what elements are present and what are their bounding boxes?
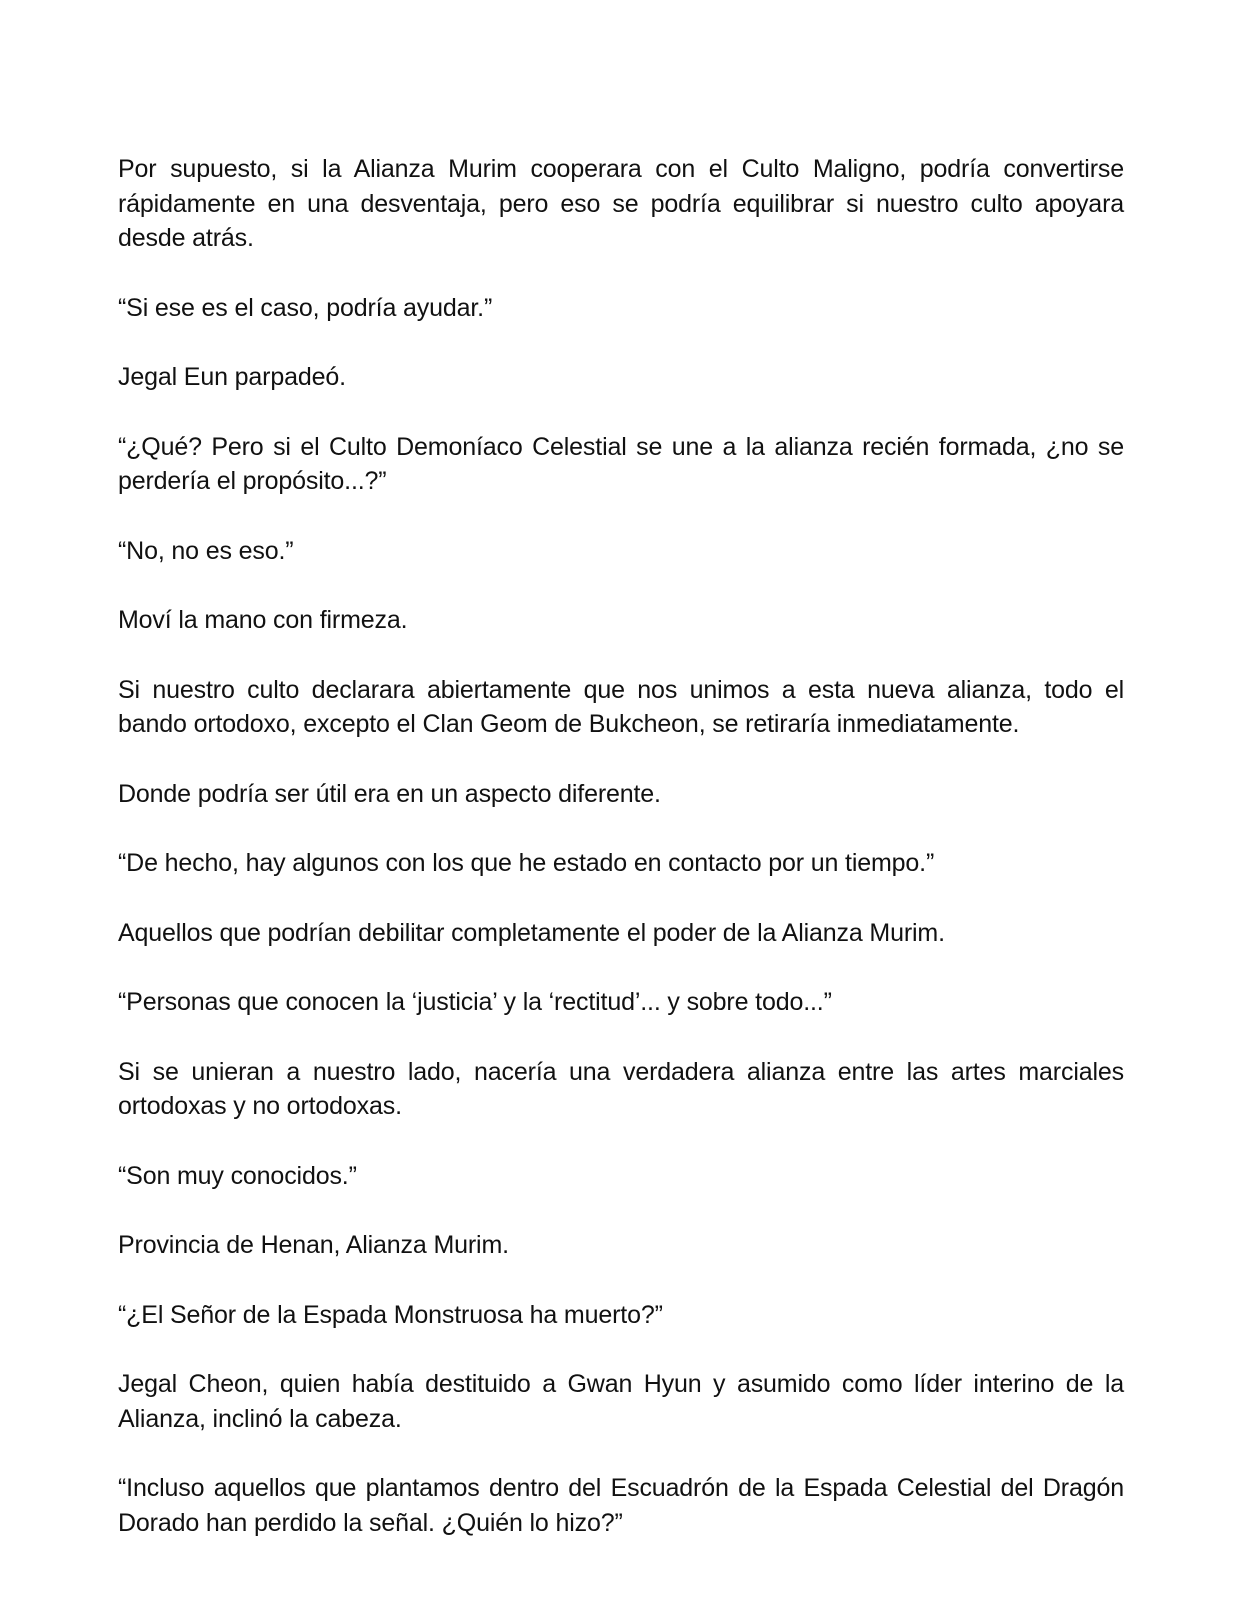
paragraph: “De hecho, hay algunos con los que he estado en contacto por un tiempo.” xyxy=(118,849,935,877)
paragraph: Si nuestro culto declarara abiertamente que nos unimos a esta nueva alianza, todo el bando ortodoxo, excepto el Clan Geom de Bukcheon, se retiraría inmediatamente. xyxy=(118,675,1124,738)
paragraph: “Personas que conocen la ‘justicia’ y la ‘rectitud’... y sobre todo...” xyxy=(118,988,832,1016)
paragraph: Moví la mano con firmeza. xyxy=(118,606,408,634)
paragraph: “No, no es eso.” xyxy=(118,536,294,565)
paragraph: Jegal Eun parpadeó. xyxy=(118,363,346,391)
paragraph: “¿El Señor de la Espada Monstruosa ha muerto?” xyxy=(118,1300,663,1329)
paragraph: Si se unieran a nuestro lado, nacería una verdadera alianza entre las artes marciales ortodoxas y no ortodoxas. xyxy=(118,1057,1124,1120)
paragraph: “Si ese es el caso, podría ayudar.” xyxy=(118,293,493,322)
document-body xyxy=(118,152,1124,1575)
paragraph: Provincia de Henan, Alianza Murim. xyxy=(118,1231,509,1259)
paragraph: “Incluso aquellos que plantamos dentro del Escuadrón de la Espada Celestial del Dragón Dorado han perdido la señal. ¿Quién lo hizo?” xyxy=(118,1474,1124,1537)
paragraph: “Son muy conocidos.” xyxy=(118,1161,357,1190)
paragraph: Jegal Cheon, quien había destituido a Gwan Hyun y asumido como líder interino de la Alianza, inclinó la cabeza. xyxy=(118,1370,1124,1433)
paragraph: “¿Qué? Pero si el Culto Demoníaco Celestial se une a la alianza recién formada, ¿no se perdería el propósito...?” xyxy=(118,432,1124,495)
paragraph: Por supuesto, si la Alianza Murim cooperara con el Culto Maligno, podría convertirse rápidamente en una desventaja, pero eso se podría equilibrar si nuestro culto apoyara desde atrás. xyxy=(118,155,1124,252)
paragraph: Donde podría ser útil era en un aspecto diferente. xyxy=(118,779,661,808)
paragraph: Aquellos que podrían debilitar completamente el poder de la Alianza Murim. xyxy=(118,918,945,947)
